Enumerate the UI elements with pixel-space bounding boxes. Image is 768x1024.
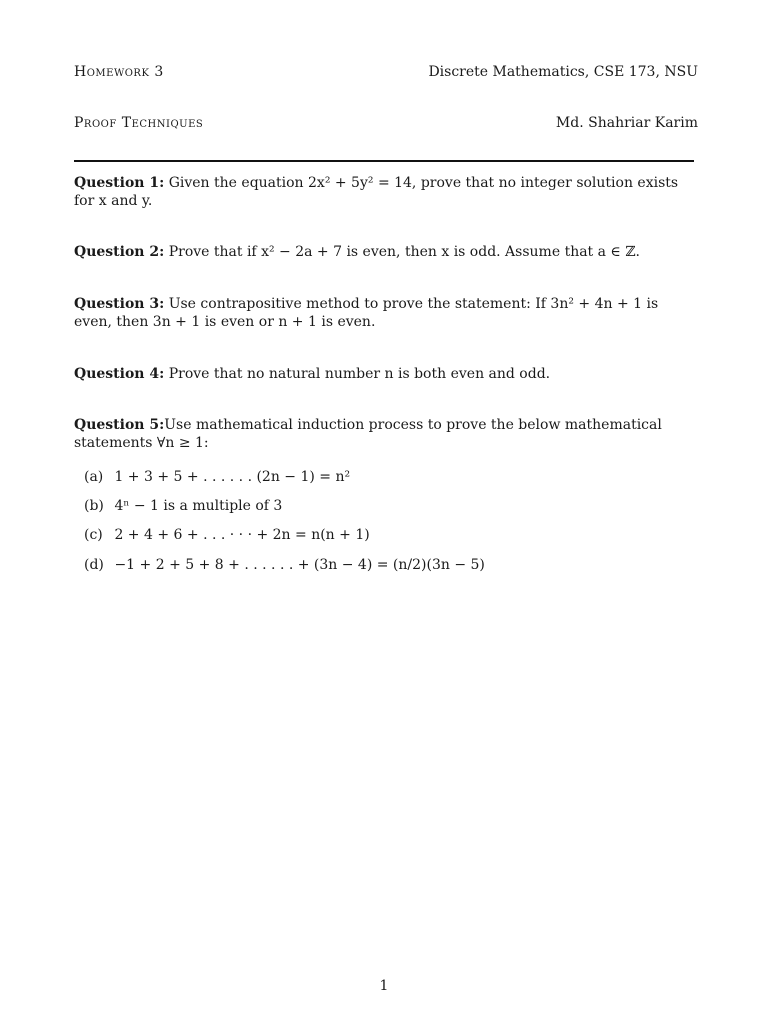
question-3-label: Question 3: (74, 296, 165, 312)
question-2 (74, 243, 696, 261)
question-4 (74, 365, 696, 383)
subitem-b-text: 4ⁿ − 1 is a multiple of 3 (114, 498, 283, 514)
header-row-1 (74, 64, 698, 80)
author-name: Md. Shahriar Karim (555, 115, 698, 131)
question-1-label: Question 1: (74, 175, 165, 191)
subitem-d-text: −1 + 2 + 5 + 8 + . . . . . . + (3n − 4) = (n/2)(3n − 5) (114, 557, 485, 573)
subitem-c (84, 527, 370, 543)
homework-title: Homework 3 (74, 64, 164, 80)
topic-title: Proof Techniques (74, 115, 204, 131)
question-4-text: Prove that no natural number n is both even and odd. (168, 366, 551, 382)
header-divider (74, 160, 694, 162)
question-5 (74, 416, 696, 452)
question-2-label: Question 2: (74, 244, 165, 260)
subitem-a-label: (a) (84, 469, 104, 485)
question-1-text: Given the equation 2x² + 5y² = 14, prove that no integer solution exists for x and y. (74, 175, 679, 209)
subitem-b (84, 498, 282, 514)
subitem-b-label: (b) (84, 498, 104, 514)
question-5-text: Use mathematical induction process to prove the below mathematical statements ∀n ≥ 1: (74, 417, 662, 451)
question-3 (74, 295, 696, 331)
question-1 (74, 174, 696, 210)
question-3-text: Use contrapositive method to prove the statement: If 3n² + 4n + 1 is even, then 3n + 1 is even or n + 1 is even. (74, 296, 659, 330)
subitem-a (84, 469, 350, 485)
subitem-d (84, 557, 485, 573)
question-4-label: Question 4: (74, 366, 165, 382)
question-5-label: Question 5: (74, 417, 165, 433)
header-row-2 (74, 115, 698, 131)
question-2-text: Prove that if x² − 2a + 7 is even, then x is odd. Assume that a ∈ ℤ. (168, 244, 640, 260)
subitem-c-label: (c) (84, 527, 103, 543)
page-number: 1 (379, 978, 389, 994)
subitem-d-label: (d) (84, 557, 104, 573)
subitem-a-text: 1 + 3 + 5 + . . . . . . (2n − 1) = n² (114, 469, 351, 485)
course-name: Discrete Mathematics, CSE 173, NSU (428, 64, 698, 80)
subitem-c-text: 2 + 4 + 6 + . . . · · · + 2n = n(n + 1) (114, 527, 370, 543)
